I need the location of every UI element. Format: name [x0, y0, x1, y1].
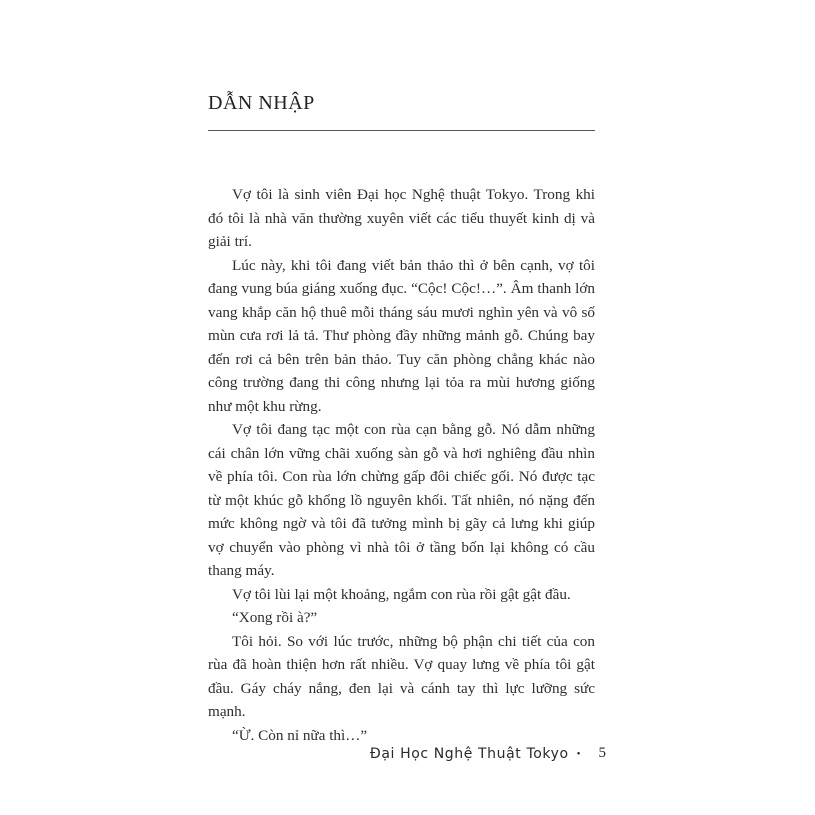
paragraph: Vợ tôi đang tạc một con rùa cạn bằng gỗ. Nó dẫm những cái chân lớn vững chãi xuống sàn gỗ và hơi nghiêng đầu nhìn về phía tôi. Con rùa lớn chừng gấp đôi chiếc gối. Nó được tạc từ một khúc gỗ khổng lồ nguyên khối. Tất nhiên, nó nặng đến mức không ngờ và tôi đã tưởng mình bị gãy cả lưng khi giúp vợ chuyển vào phòng vì nhà tôi ở tầng bốn lại không có cầu thang máy. — [208, 421, 595, 579]
paragraph: Vợ tôi lùi lại một khoảng, ngắm con rùa rồi gật gật đầu. — [232, 585, 571, 603]
paragraph: Lúc này, khi tôi đang viết bản thảo thì ở bên cạnh, vợ tôi đang vung búa giáng xuống đục. “Cộc! Cộc!…”. Âm thanh lớn vang khắp căn hộ thuê mỗi tháng sáu mươi nghìn yên và vô số mùn cưa rơi lả tả. Thư phòng đầy những mảnh gỗ. Chúng bay đến rơi cả bên trên bản thảo. Tuy căn phòng chẳng khác nào công trường đang thi công nhưng lại tỏa ra mùi hương giống như một khu rừng. — [208, 256, 595, 415]
page-footer — [300, 745, 606, 762]
running-title: Đại Học Nghệ Thuật Tokyo — [369, 745, 569, 762]
paragraph: Tôi hỏi. So với lúc trước, những bộ phận chi tiết của con rùa đã hoàn thiện hơn rất nhiều. Vợ quay lưng về phía tôi gật đầu. Gáy cháy nắng, đen lại và cánh tay thì lực lưỡng sức mạnh. — [208, 632, 595, 720]
page-number: 5 — [598, 745, 606, 761]
paragraph: “Ừ. Còn nỉ nữa thì…” — [232, 726, 368, 744]
paragraph: Vợ tôi là sinh viên Đại học Nghệ thuật Tokyo. Trong khi đó tôi là nhà văn thường xuyên viết các tiểu thuyết kinh dị và giải trí. — [208, 186, 595, 250]
title-divider — [208, 130, 595, 131]
bullet-separator: • — [576, 747, 581, 760]
chapter-title: DẪN NHẬP — [208, 92, 315, 114]
paragraph: “Xong rồi à?” — [232, 609, 318, 626]
body-text — [208, 183, 595, 747]
